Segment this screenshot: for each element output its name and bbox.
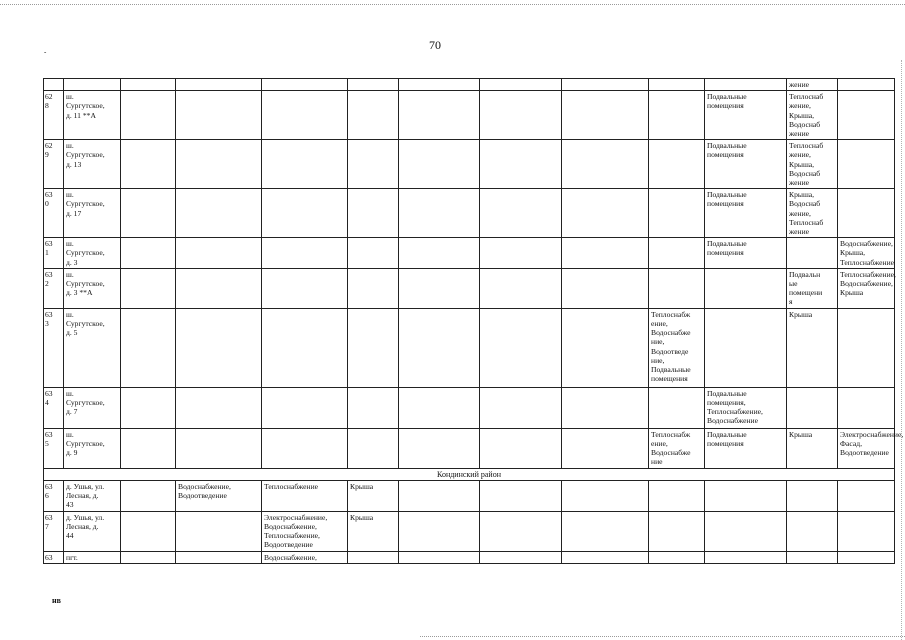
- table-row: [44, 428, 895, 468]
- table-row: [44, 91, 895, 140]
- cell: [562, 189, 649, 238]
- cell: [562, 511, 649, 551]
- table-row: [44, 79, 895, 91]
- cell: [399, 79, 480, 91]
- cell: [649, 480, 705, 511]
- cell: [121, 387, 176, 428]
- cell-number: 63 2: [44, 268, 64, 308]
- section-row: [44, 468, 895, 480]
- cell: [562, 428, 649, 468]
- cell: Подвальные помещения: [705, 91, 787, 140]
- cell: [705, 268, 787, 308]
- scan-edge-top: [0, 4, 905, 5]
- repair-table: [43, 78, 904, 564]
- cell-number: [44, 79, 64, 91]
- cell: [649, 91, 705, 140]
- cell-number: 63: [44, 551, 64, 563]
- cell-number: 62 8: [44, 91, 64, 140]
- cell-address: ш. Сургутское, д. 11 **А: [64, 91, 121, 140]
- cell: Подвальные помещения: [705, 428, 787, 468]
- cell: [262, 308, 348, 387]
- cell-address: ш. Сургутское, д. 13: [64, 140, 121, 189]
- cell: [480, 511, 562, 551]
- cell: [838, 551, 895, 563]
- cell: [121, 140, 176, 189]
- cell: [262, 387, 348, 428]
- cell-address: д. Ушья, ул. Лесная, д. 44: [64, 511, 121, 551]
- cell: [838, 308, 895, 387]
- table-row: [44, 387, 895, 428]
- cell: [705, 511, 787, 551]
- section-title: Кондинский район: [44, 468, 895, 480]
- cell: Крыша: [348, 511, 399, 551]
- cell-address: д. Ушья, ул. Лесная, д. 43: [64, 480, 121, 511]
- cell: Подвальные помещения: [705, 238, 787, 269]
- cell: [480, 551, 562, 563]
- cell: [480, 428, 562, 468]
- cell: [399, 308, 480, 387]
- cell: [262, 428, 348, 468]
- table-row: [44, 140, 895, 189]
- cell: [176, 79, 262, 91]
- cell-number: 63 4: [44, 387, 64, 428]
- cell: [480, 387, 562, 428]
- cell: Подвальные помещения, Теплоснабжение, Водоснабжение: [705, 387, 787, 428]
- cell-address: ш. Сургутское, д. 9: [64, 428, 121, 468]
- table-row: [44, 551, 895, 563]
- cell: Крыша: [348, 480, 399, 511]
- cell: [121, 189, 176, 238]
- cell: [121, 79, 176, 91]
- cell: Теплоснабж ение, Водоснабже ние: [649, 428, 705, 468]
- cell: [649, 79, 705, 91]
- cell: [348, 189, 399, 238]
- cell: [399, 428, 480, 468]
- cell: [348, 140, 399, 189]
- cell: Крыша, Водоснаб жение, Теплоснаб жение: [787, 189, 838, 238]
- cell: [787, 387, 838, 428]
- cell: [787, 238, 838, 269]
- cell-number: 63 3: [44, 308, 64, 387]
- cell: Теплоснаб жение, Крыша, Водоснаб жение: [787, 140, 838, 189]
- cell: [649, 189, 705, 238]
- cell: [649, 140, 705, 189]
- cell: Теплоснабжение, Водоснабжение, Крыша: [838, 268, 895, 308]
- cell: [787, 511, 838, 551]
- cell: [176, 511, 262, 551]
- cell: [176, 140, 262, 189]
- cell: [480, 79, 562, 91]
- cell: [176, 551, 262, 563]
- cell: [838, 387, 895, 428]
- cell-address: ш. Сургутское, д. 3: [64, 238, 121, 269]
- cell: [399, 387, 480, 428]
- cell: [399, 189, 480, 238]
- cell: [838, 189, 895, 238]
- cell: [348, 308, 399, 387]
- cell: [399, 551, 480, 563]
- cell: [262, 91, 348, 140]
- cell: [399, 480, 480, 511]
- cell: [348, 268, 399, 308]
- scan-edge-bottom: [420, 636, 905, 637]
- cell: [562, 268, 649, 308]
- cell: [838, 480, 895, 511]
- cell: [562, 91, 649, 140]
- cell-number: 63 1: [44, 238, 64, 269]
- cell: [480, 480, 562, 511]
- cell: [838, 79, 895, 91]
- table-body: [44, 79, 904, 564]
- cell-address: ш. Сургутское, д. 7: [64, 387, 121, 428]
- cell: [649, 511, 705, 551]
- cell: [121, 308, 176, 387]
- cell: [480, 238, 562, 269]
- cell: [348, 79, 399, 91]
- cell: [399, 511, 480, 551]
- cell: [176, 387, 262, 428]
- cell: Крыша: [787, 428, 838, 468]
- cell: [399, 238, 480, 269]
- cell: [176, 308, 262, 387]
- cell: [649, 238, 705, 269]
- table-row: [44, 268, 895, 308]
- cell: [176, 189, 262, 238]
- cell: Подвальн ые помещени я: [787, 268, 838, 308]
- cell: [121, 551, 176, 563]
- cell: [348, 238, 399, 269]
- cell: [562, 140, 649, 189]
- cell: [121, 428, 176, 468]
- cell: [787, 551, 838, 563]
- cell: [562, 308, 649, 387]
- cell-number: 63 7: [44, 511, 64, 551]
- cell: [787, 480, 838, 511]
- cell: [480, 140, 562, 189]
- cell: [121, 511, 176, 551]
- cell: [121, 268, 176, 308]
- cell: [562, 480, 649, 511]
- cell: Крыша: [787, 308, 838, 387]
- cell: [262, 140, 348, 189]
- cell: [649, 387, 705, 428]
- cell: [480, 308, 562, 387]
- cell: [649, 268, 705, 308]
- page-number: 70: [429, 38, 441, 52]
- cell: [262, 189, 348, 238]
- cell: жение: [787, 79, 838, 91]
- cell: [399, 268, 480, 308]
- cell: [562, 387, 649, 428]
- cell-number: 63 0: [44, 189, 64, 238]
- cell: [838, 140, 895, 189]
- cell: [176, 91, 262, 140]
- cell-address: ш. Сургутское, д. 5: [64, 308, 121, 387]
- cell: Теплоснаб жение, Крыша, Водоснаб жение: [787, 91, 838, 140]
- cell-address: ш. Сургутское, д. 3 **А: [64, 268, 121, 308]
- cell: [705, 308, 787, 387]
- table-row: [44, 308, 895, 387]
- cell-address: пгт.: [64, 551, 121, 563]
- cell-number: 63 5: [44, 428, 64, 468]
- cell: Подвальные помещения: [705, 189, 787, 238]
- cell: Электроснабжение, Фасад, Водоотведение: [838, 428, 895, 468]
- cell: [562, 79, 649, 91]
- cell: [838, 511, 895, 551]
- cell: Теплоснабжение: [262, 480, 348, 511]
- corner-mark: -: [44, 48, 47, 56]
- cell: [480, 189, 562, 238]
- cell: [262, 268, 348, 308]
- table-row: [44, 238, 895, 269]
- cell: [176, 238, 262, 269]
- cell: [399, 140, 480, 189]
- cell: Подвальные помещения: [705, 140, 787, 189]
- cell: [176, 428, 262, 468]
- cell: [399, 91, 480, 140]
- scan-edge-right: [901, 60, 902, 640]
- cell: Водоснабжение, Крыша, Теплоснабжение: [838, 238, 895, 269]
- cell: Водоснабжение,: [262, 551, 348, 563]
- cell: [348, 551, 399, 563]
- cell: [262, 79, 348, 91]
- footer-mark: нв: [52, 596, 61, 605]
- cell: [348, 428, 399, 468]
- cell: [838, 91, 895, 140]
- cell: [562, 551, 649, 563]
- cell: [480, 268, 562, 308]
- cell: [348, 91, 399, 140]
- table-row: [44, 511, 895, 551]
- cell: [705, 551, 787, 563]
- cell-address: ш. Сургутское, д. 17: [64, 189, 121, 238]
- cell: [121, 91, 176, 140]
- cell: [348, 387, 399, 428]
- cell: Водоснабжение, Водоотведение: [176, 480, 262, 511]
- table-row: [44, 480, 895, 511]
- cell: [705, 79, 787, 91]
- cell: [262, 238, 348, 269]
- cell: [705, 480, 787, 511]
- cell-number: 63 6: [44, 480, 64, 511]
- cell: [176, 268, 262, 308]
- cell: [121, 238, 176, 269]
- cell: [480, 91, 562, 140]
- cell-number: 62 9: [44, 140, 64, 189]
- cell: Теплоснабж ение, Водоснабже ние, Водоотведе ние, Подвальные помещения: [649, 308, 705, 387]
- cell: [562, 238, 649, 269]
- cell: [121, 480, 176, 511]
- cell: Электроснабжение, Водоснабжение, Теплоснабжение, Водоотведение: [262, 511, 348, 551]
- cell: [649, 551, 705, 563]
- table-row: [44, 189, 895, 238]
- cell-address: [64, 79, 121, 91]
